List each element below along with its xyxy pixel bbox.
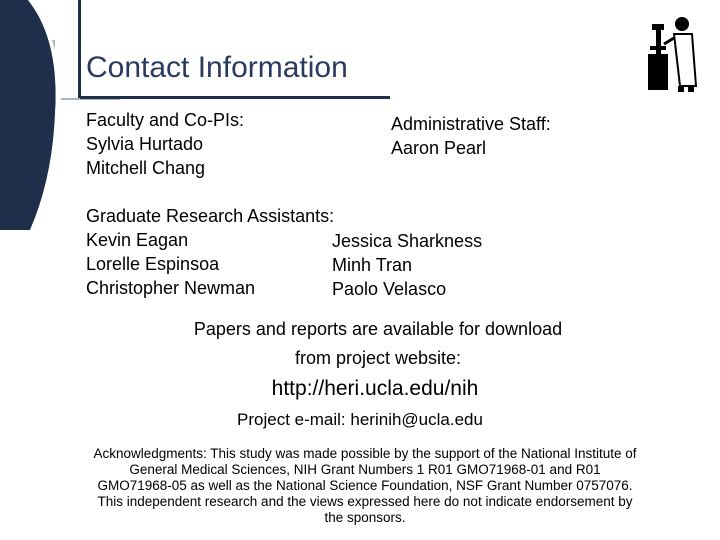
project-email-address[interactable]: herinih@ucla.edu xyxy=(350,410,483,429)
gra-name: Jessica Sharkness xyxy=(332,231,483,251)
gra-right-column xyxy=(332,229,482,301)
admin-heading: Administrative Staff: xyxy=(391,114,551,134)
faculty-heading: Faculty and Co-PIs: xyxy=(86,110,245,130)
project-email-line xyxy=(0,407,720,433)
faculty-name: Mitchell Chang xyxy=(86,158,206,178)
acknowledgments xyxy=(30,446,700,526)
gra-heading: Graduate Research Assistants: xyxy=(86,206,335,226)
ack-line: This independent research and the views expressed here do not indicate endorsement by xyxy=(97,494,633,509)
website-url[interactable]: http://heri.ucla.edu/nih xyxy=(271,377,479,400)
ack-line: the sponsors. xyxy=(324,510,406,525)
admin-section xyxy=(391,112,551,160)
scientist-microscope-icon xyxy=(640,14,710,94)
left-side-shade xyxy=(0,0,60,230)
page-title: Contact Information xyxy=(86,51,348,84)
gra-name: Kevin Eagan xyxy=(86,230,189,250)
papers-note xyxy=(0,315,720,373)
gra-name: Paolo Velasco xyxy=(332,279,447,299)
ack-line: Acknowledgments: This study was made possible by the support of the National Institute of xyxy=(93,446,637,461)
ack-line: GMO71968-05 as well as the National Science Foundation, NSF Grant Number 0757076. xyxy=(97,478,633,493)
ack-line: General Medical Sciences, NIH Grant Numbers 1 R01 GMO71968-01 and R01 xyxy=(129,462,601,477)
gra-name: Minh Tran xyxy=(332,255,413,275)
project-email-label: Project e-mail: xyxy=(237,410,351,429)
admin-name: Aaron Pearl xyxy=(391,138,487,158)
papers-line: from project website: xyxy=(294,348,462,368)
gra-name: Lorelle Espinsoa xyxy=(86,254,220,274)
faculty-section xyxy=(86,108,244,180)
faculty-name: Sylvia Hurtado xyxy=(86,134,204,154)
papers-line: Papers and reports are available for download xyxy=(193,319,563,339)
website-link[interactable] xyxy=(0,375,720,403)
gra-name: Christopher Newman xyxy=(86,278,256,298)
gra-section xyxy=(86,204,334,300)
